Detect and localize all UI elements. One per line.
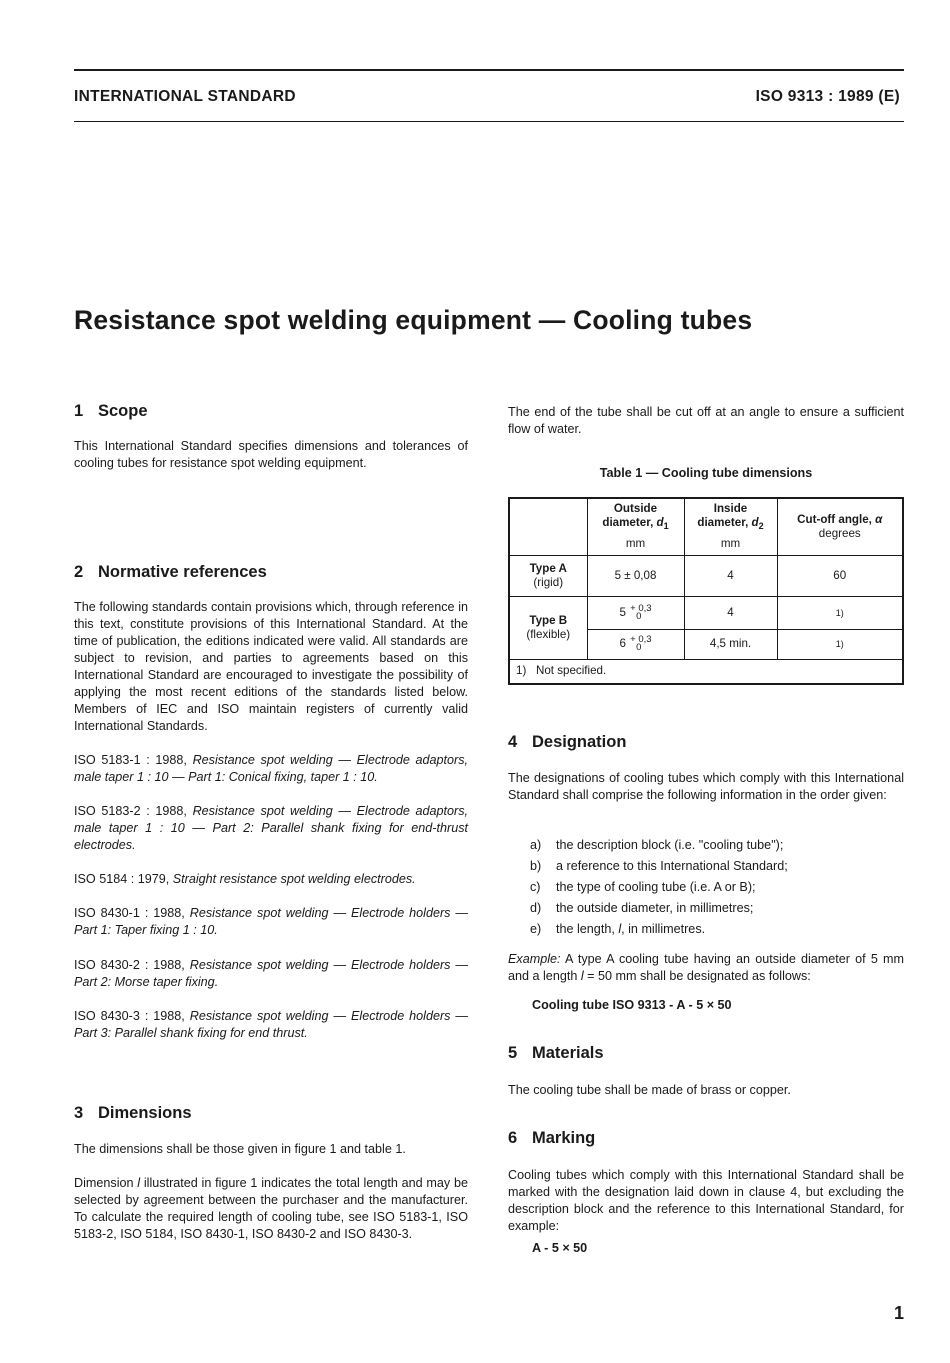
reference-code: ISO 5183-2 : 1988, [74, 804, 187, 818]
reference-code: ISO 8430-1 : 1988, [74, 906, 185, 920]
reference-item [74, 752, 468, 786]
subscript: 1 [663, 521, 669, 532]
reference-title: Resistance spot welding — Electrode adaptors, male taper 1 : 10 — Part 1: Conical fixing, taper 1 : 10. [74, 753, 468, 784]
designation-example-code: Cooling tube ISO 9313 - A - 5 × 50 [532, 998, 732, 1012]
tolerance-lower: 0 [636, 610, 642, 622]
materials-text: The cooling tube shall be made of brass or copper. [508, 1083, 791, 1097]
list-marker: b) [530, 859, 542, 873]
section-number: 4 [508, 733, 518, 751]
table-corner-cell [509, 498, 587, 555]
list-item [530, 901, 753, 915]
symbol: d [751, 516, 759, 530]
designation-intro: The designations of cooling tubes which comply with this International Standard shall comprise the following information in the order given: [508, 771, 904, 802]
page-number: 1 [893, 1303, 904, 1323]
designation-example [508, 951, 904, 985]
list-text: the length, [556, 922, 619, 936]
header-outside-diameter [587, 498, 684, 555]
reference-code: ISO 5184 : 1979, [74, 872, 170, 886]
outside-diameter-cell [587, 629, 684, 659]
list-marker: c) [530, 880, 541, 894]
symbol: α [875, 512, 883, 526]
reference-code: ISO 8430-3 : 1988, [74, 1009, 185, 1023]
reference-item [74, 905, 468, 939]
header-text: diameter, [697, 516, 752, 530]
text-run: Dimension [74, 1176, 138, 1190]
reference-title: Resistance spot welding — Electrode holders — Part 3: Parallel shank fixing for end thrust. [74, 1009, 469, 1040]
type-sublabel: (flexible) [526, 627, 571, 641]
reference-title: Resistance spot welding — Electrode holders — Part 1: Taper fixing 1 : 10. [74, 906, 469, 937]
reference-title: Resistance spot welding — Electrode adaptors, male taper 1 : 10 — Part 2: Parallel shank fixing for end-thrust electrodes. [74, 804, 468, 852]
normative-intro: The following standards contain provisions which, through reference in this text, constitute provisions of this International Standard. At the time of publication, the editions indicated were valid. All standards are subject to revision, and parties to agreements based on this International Standard are encouraged to investigate the possibility of applying the most recent editions of the standards listed below. Members of IEC and ISO maintain registers of currently valid International Standards. [74, 600, 468, 733]
text-run: illustrated in figure 1 indicates the total length and may be selected by agreement between the purchaser and the manufacturer. To calculate the required length of cooling tube, see ISO 5183-1, ISO 5183-2, ISO 5184, ISO 8430-1, ISO 8430-2 and ISO 8430-3. [74, 1176, 468, 1241]
header-bottom-rule [74, 121, 904, 122]
length-variable: l [137, 1176, 141, 1190]
tolerance [630, 636, 651, 652]
section-number: 3 [74, 1104, 84, 1122]
reference-item [74, 957, 468, 991]
section-dimensions-heading [74, 1105, 192, 1122]
list-text: the description block (i.e. "cooling tube"); [556, 838, 784, 852]
subscript: 2 [758, 521, 764, 532]
tolerance [630, 602, 652, 622]
unit-label: mm [720, 537, 741, 551]
scope-text: This International Standard specifies dimensions and tolerances of cooling tubes for resistance spot welding equipment. [74, 439, 468, 470]
section-title: Normative references [98, 563, 267, 581]
footnote-marker: 1) [835, 639, 844, 649]
marking-example: A - 5 × 50 [532, 1241, 588, 1255]
cutoff-angle-cell [777, 596, 903, 629]
list-text: the outside diameter, in millimetres; [556, 901, 754, 915]
example-label: Example: [508, 952, 561, 966]
reference-item [74, 1008, 468, 1042]
section-materials-heading [508, 1045, 604, 1062]
symbol: d [656, 516, 664, 530]
table-footnote: 1) Not specified. [509, 659, 903, 684]
header-text: Inside [713, 502, 748, 516]
list-item [530, 838, 783, 852]
table-caption: Table 1 — Cooling tube dimensions [599, 466, 813, 480]
outside-diameter-cell: 5 ± 0,08 [587, 555, 684, 596]
reference-title: Resistance spot welding — Electrode holders — Part 2: Morse taper fixing. [74, 958, 469, 989]
list-text: the type of cooling tube (i.e. A or B); [556, 880, 756, 894]
inside-diameter-cell: 4 [684, 596, 777, 629]
section-number: 6 [508, 1129, 518, 1147]
section-title: Marking [532, 1129, 596, 1147]
section-normative-heading [74, 564, 267, 581]
section-scope-heading [74, 403, 148, 420]
section-title: Designation [532, 733, 627, 751]
type-sublabel: (rigid) [533, 575, 564, 589]
section-title: Materials [532, 1044, 604, 1062]
document-reference: ISO 9313 : 1989 (E) [755, 88, 900, 105]
tolerance-upper: + 0,3 [630, 602, 652, 614]
document-type: INTERNATIONAL STANDARD [74, 88, 296, 105]
type-label: Type B [529, 613, 568, 627]
cutoff-angle-cell: 60 [777, 555, 903, 596]
table-row-type-a [509, 555, 903, 596]
outside-diameter-cell [587, 596, 684, 629]
length-variable: l [580, 969, 584, 983]
section-number: 1 [74, 402, 84, 420]
reference-code: ISO 5183-1 : 1988, [74, 753, 187, 767]
type-label-cell [509, 555, 587, 596]
cooling-tube-dimensions-table [508, 497, 904, 685]
reference-code: ISO 8430-2 : 1988, [74, 958, 185, 972]
unit-label: mm [625, 537, 646, 551]
text-run: = 50 mm shall be designated as follows: [583, 969, 811, 983]
list-item [530, 859, 788, 873]
section-number: 5 [508, 1044, 518, 1062]
diameter-value: 5 [619, 605, 626, 619]
list-item [530, 880, 756, 894]
header-cutoff-angle [777, 498, 903, 555]
tolerance-lower: 0 [636, 642, 642, 653]
section-designation-heading [508, 734, 626, 751]
unit-label: degrees [818, 526, 861, 540]
header-text: Outside [613, 502, 658, 516]
length-variable: l [618, 922, 622, 936]
list-marker: d) [530, 901, 542, 915]
list-text: , in millimetres. [621, 922, 706, 936]
table-row-type-b-1 [509, 596, 903, 629]
dimensions-text-1: The dimensions shall be those given in figure 1 and table 1. [74, 1142, 406, 1156]
header-top-rule [74, 69, 904, 71]
type-label: Type A [529, 561, 567, 575]
reference-title: Straight resistance spot welding electrodes. [172, 872, 416, 886]
table-footnote-row [509, 659, 903, 684]
header-text: Cut-off angle, [797, 512, 876, 526]
list-text: a reference to this International Standard; [556, 859, 788, 873]
section-number: 2 [74, 563, 84, 581]
section-title: Dimensions [98, 1104, 192, 1122]
reference-item [74, 871, 468, 888]
text-run: A type A cooling tube having an outside diameter of 5 mm and a length [508, 952, 904, 983]
type-label-cell [509, 596, 587, 659]
cutoff-angle-cell [777, 629, 903, 659]
footnote-marker: 1) [835, 607, 844, 618]
page-title: Resistance spot welding equipment — Cooling tubes [74, 305, 753, 335]
dimensions-text-2 [74, 1175, 468, 1243]
tolerance-upper: + 0,3 [630, 634, 652, 645]
list-marker: a) [530, 838, 542, 852]
header-text: diameter, [602, 516, 657, 530]
section-title: Scope [98, 402, 148, 420]
reference-item [74, 803, 468, 854]
header-inside-diameter [684, 498, 777, 555]
table-header-row [509, 498, 903, 555]
list-marker: e) [530, 922, 542, 936]
inside-diameter-cell: 4,5 min. [684, 629, 777, 659]
diameter-value: 6 [619, 637, 626, 651]
inside-diameter-cell: 4 [684, 555, 777, 596]
section-marking-heading [508, 1130, 595, 1147]
list-item [530, 922, 705, 936]
marking-text: Cooling tubes which comply with this International Standard shall be marked with the designation laid down in clause 4, but excluding the description block and the reference to this International Standard, for example: [508, 1168, 904, 1233]
cutoff-text: The end of the tube shall be cut off at an angle to ensure a sufficient flow of water. [508, 405, 904, 436]
